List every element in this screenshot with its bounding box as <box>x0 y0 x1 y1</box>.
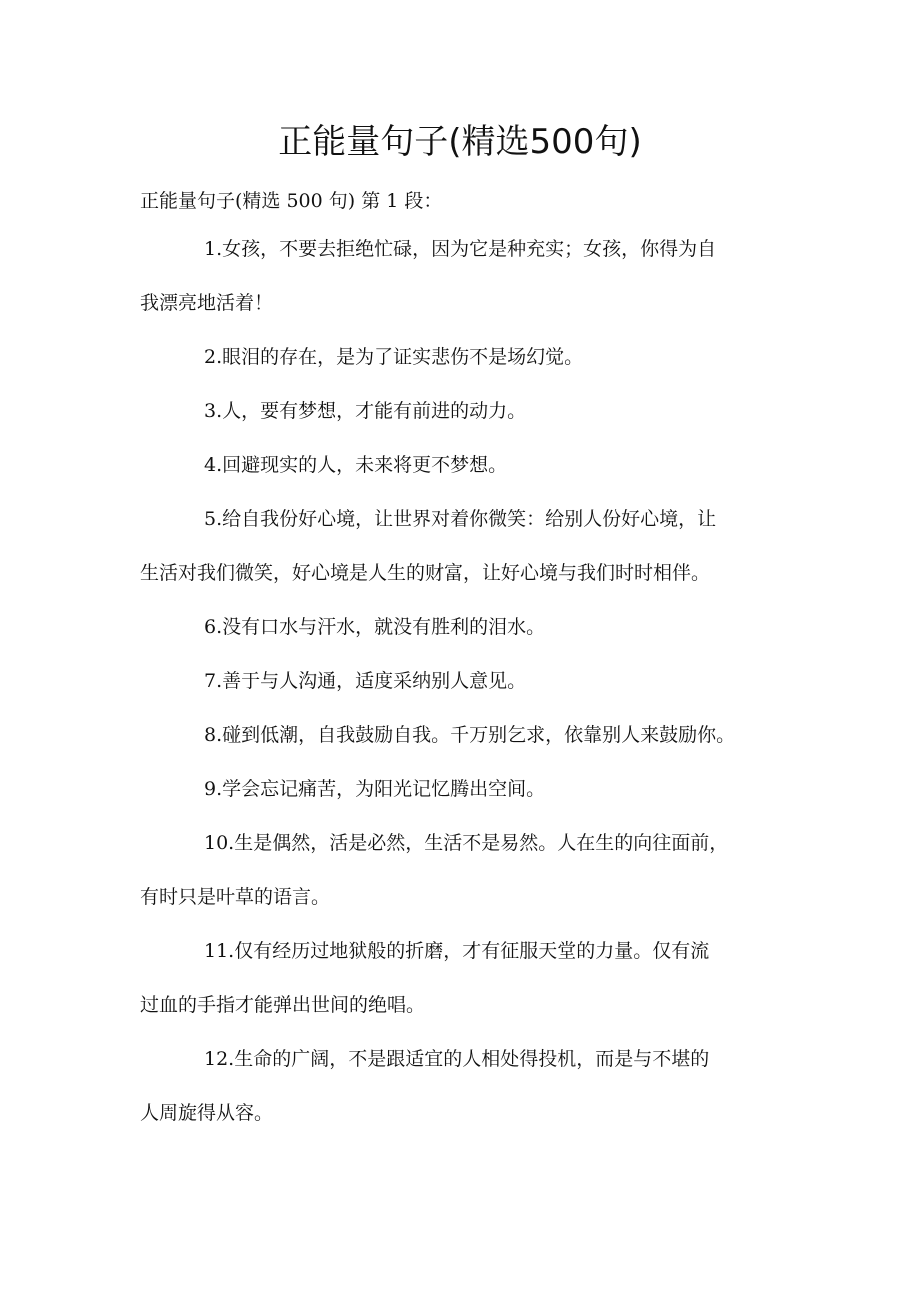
paragraph-line: 8.碰到低潮，自我鼓励自我。千万别乞求，依靠别人来鼓励你。 <box>204 724 736 746</box>
paragraph-line: 11.仅有经历过地狱般的折磨，才有征服天堂的力量。仅有流 <box>204 940 710 962</box>
paragraph-5 <box>140 506 800 587</box>
paragraph-10 <box>140 830 800 911</box>
paragraph-9 <box>140 776 800 803</box>
paragraph-11 <box>140 938 800 1019</box>
paragraph-7 <box>140 668 800 695</box>
document-body <box>140 236 800 1154</box>
paragraph-line: 10.生是偶然，活是必然，生活不是易然。人在生的向往面前， <box>204 832 729 854</box>
paragraph-4 <box>140 452 800 479</box>
paragraph-line: 6.没有口水与汗水，就没有胜利的泪水。 <box>204 616 546 638</box>
paragraph-line: 我漂亮地活着！ <box>140 292 274 314</box>
paragraph-2 <box>140 344 800 371</box>
paragraph-1 <box>140 236 800 317</box>
paragraph-line: 人周旋得从容。 <box>140 1102 274 1124</box>
paragraph-line: 2.眼泪的存在，是为了证实悲伤不是场幻觉。 <box>204 346 584 368</box>
paragraph-line: 4.回避现实的人，未来将更不梦想。 <box>204 454 508 476</box>
document-title: 正能量句子(精选500句) <box>278 122 642 162</box>
paragraph-line: 生活对我们微笑，好心境是人生的财富，让好心境与我们时时相伴。 <box>140 562 711 584</box>
paragraph-6 <box>140 614 800 641</box>
paragraph-line: 12.生命的广阔，不是跟适宜的人相处得投机，而是与不堪的 <box>204 1048 710 1070</box>
paragraph-line: 9.学会忘记痛苦，为阳光记忆腾出空间。 <box>204 778 546 800</box>
paragraph-3 <box>140 398 800 425</box>
paragraph-line: 5.给自我份好心境，让世界对着你微笑：给别人份好心境，让 <box>204 508 717 530</box>
paragraph-line: 过血的手指才能弹出世间的绝唱。 <box>140 994 426 1016</box>
paragraph-line: 3.人，要有梦想，才能有前进的动力。 <box>204 400 527 422</box>
paragraph-line: 1.女孩，不要去拒绝忙碌，因为它是种充实；女孩，你得为自 <box>204 238 717 260</box>
paragraph-12 <box>140 1046 800 1127</box>
paragraph-8 <box>140 722 800 749</box>
paragraph-line: 7.善于与人沟通，适度采纳别人意见。 <box>204 670 527 692</box>
section-heading: 正能量句子(精选 500 句) 第 1 段： <box>140 190 443 212</box>
paragraph-line: 有时只是叶草的语言。 <box>140 886 331 908</box>
